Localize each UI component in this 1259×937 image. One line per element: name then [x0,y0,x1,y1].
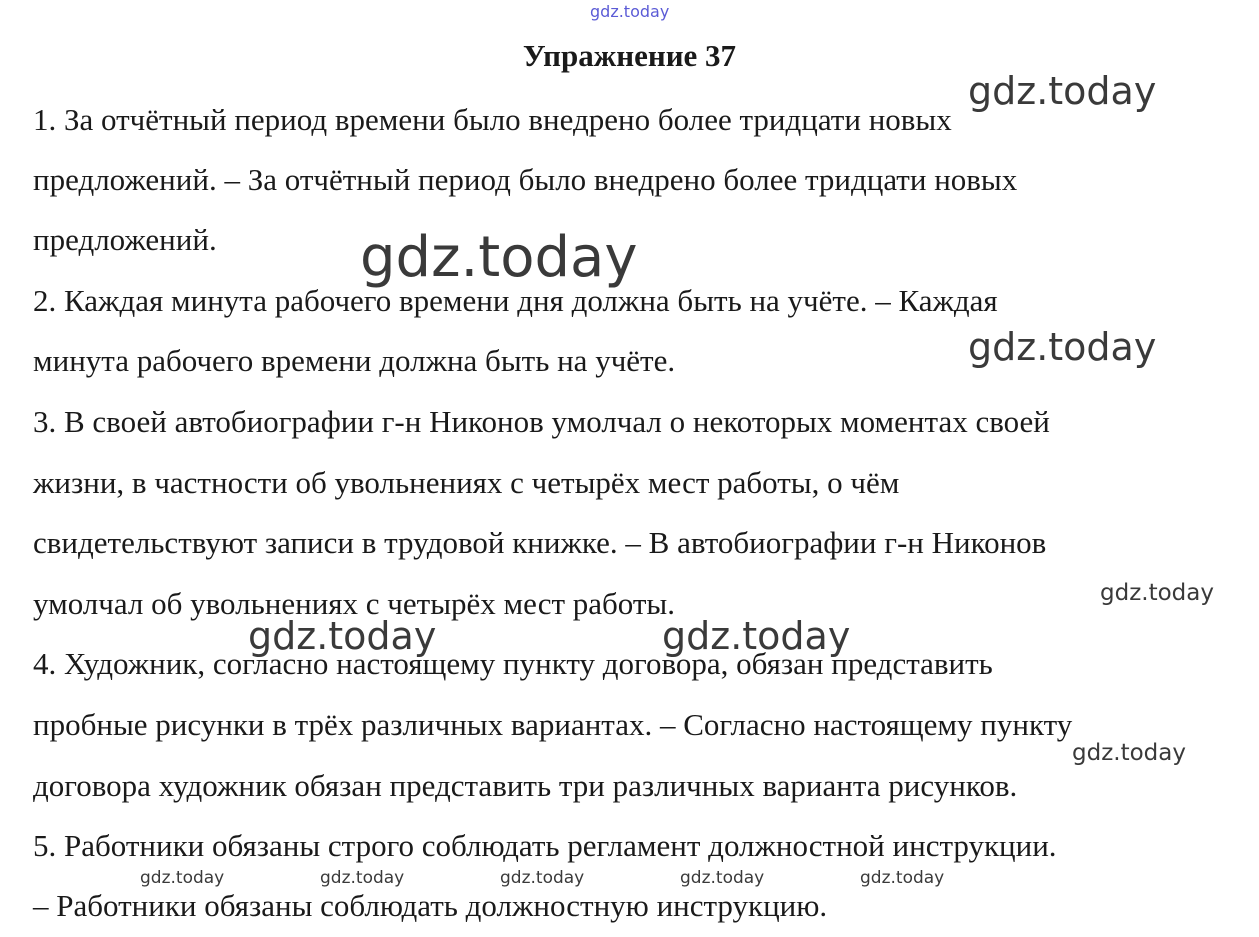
watermark: gdz.today [360,225,638,290]
text-line: 1. За отчётный период времени было внедрено более тридцати новых [33,102,952,137]
watermark: gdz.today [662,614,851,658]
text-line: пробные рисунки в трёх различных вариантах. – Согласно настоящему пункту [33,707,1073,742]
watermark: gdz.today [968,325,1157,369]
watermark: gdz.today [248,614,437,658]
exercise-title: Упражнение 37 [522,38,737,73]
text-line: договора художник обязан представить три различных варианта рисунков. [33,768,1018,803]
watermark: gdz.today [500,868,585,888]
watermark: gdz.today [1072,740,1186,766]
text-line: 4. Художник, согласно настоящему пункту договора, обязан представить [33,646,993,681]
text-line: – Работники обязаны соблюдать должностную инструкцию. [33,888,828,923]
text-line: минута рабочего времени должна быть на учёте. [33,343,676,378]
text-line: свидетельствуют записи в трудовой книжке. – В автобиографии г-н Никонов [33,525,1047,560]
text-line: предложений. – За отчётный период было внедрено более тридцати новых [33,162,1018,197]
watermark: gdz.today [860,868,945,888]
watermark-top: gdz.today [590,2,670,21]
text-line: 3. В своей автобиографии г-н Никонов умолчал о некоторых моментах своей [33,404,1050,439]
watermark: gdz.today [320,868,405,888]
text-line: жизни, в частности об увольнениях с четырёх мест работы, о чём [33,465,900,500]
text-line: предложений. [33,222,217,257]
watermark: gdz.today [968,69,1157,113]
watermark: gdz.today [680,868,765,888]
text-line: умолчал об увольнениях с четырёх мест работы. [33,586,675,621]
text-line: 5. Работники обязаны строго соблюдать регламент должностной инструкции. [33,828,1057,863]
text-line: 2. Каждая минута рабочего времени дня должна быть на учёте. – Каждая [33,283,998,318]
watermark: gdz.today [140,868,225,888]
watermark: gdz.today [1100,580,1214,606]
